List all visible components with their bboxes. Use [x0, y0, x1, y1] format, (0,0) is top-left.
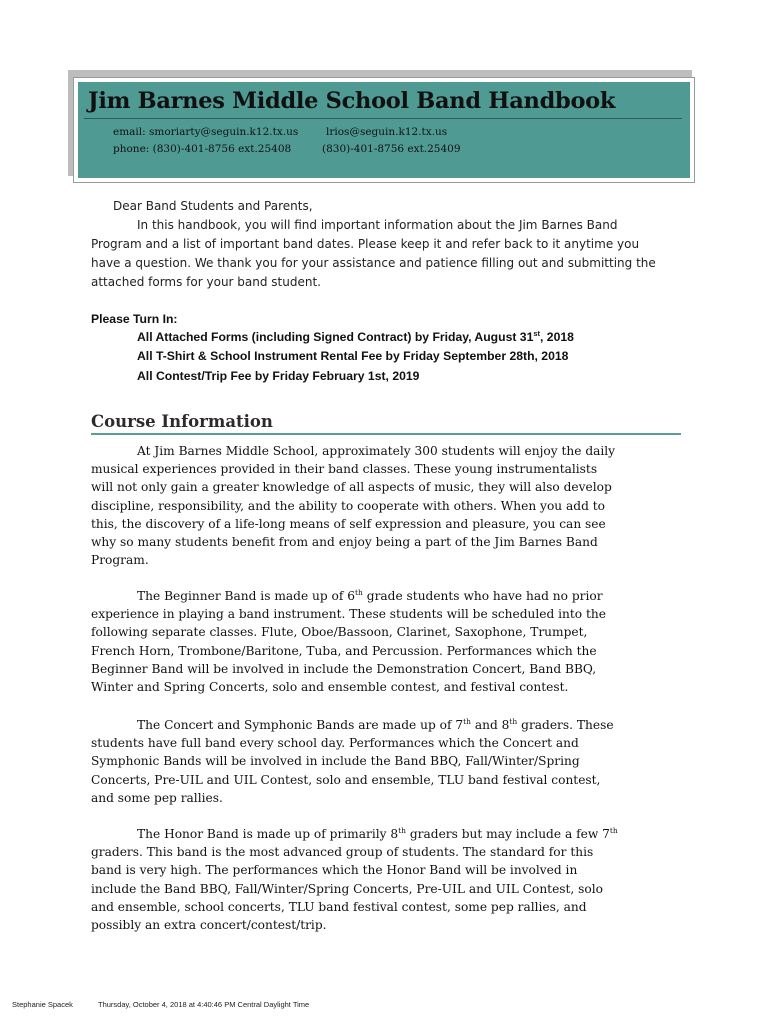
paragraph-text: The Concert and Symphonic Bands are made up of 7	[137, 718, 464, 732]
paragraph-line	[91, 716, 681, 734]
paragraph-line: why so many students benefit from and enjoy being a part of the Jim Barnes Band	[91, 535, 598, 550]
paragraph-line: Winter and Spring Concerts, solo and ensemble contest, and festival contest.	[91, 680, 569, 695]
paragraph-overview	[91, 442, 681, 569]
paragraph-line: this, the discovery of a life-long means of self expression and pleasure, you can see	[91, 516, 606, 531]
paragraph-line: graders. This band is the most advanced group of students. The standard for this	[91, 845, 594, 860]
paragraph-line	[91, 587, 681, 605]
paragraph-text: The Beginner Band is made up of 6	[137, 589, 356, 603]
paragraph-line: At Jim Barnes Middle School, approximately 300 students will enjoy the daily	[137, 444, 616, 458]
header-divider	[84, 118, 682, 119]
paragraph-line: experience in playing a band instrument. These students will be scheduled into the	[91, 607, 606, 622]
ordinal-suffix: th	[463, 716, 471, 726]
paragraph-line: musical experiences provided in their band classes. These young instrumentalists	[91, 462, 598, 477]
paragraph-line: include the Band BBQ, Fall/Winter/Spring Concerts, Pre-UIL and UIL Contest, solo	[91, 881, 604, 896]
contact-phone-2: (830)-401-8756 ext.25409	[322, 143, 461, 155]
ordinal-suffix: th	[355, 587, 363, 597]
turn-in-item: All Contest/Trip Fee by Friday February 1st, 2019	[137, 369, 420, 383]
letter-greeting: Dear Band Students and Parents,	[113, 199, 313, 213]
paragraph-beginner-band	[91, 587, 681, 696]
paragraph-line: following separate classes. Flute, Oboe/Bassoon, Clarinet, Saxophone, Trumpet,	[91, 625, 588, 640]
paragraph-text: and 8	[470, 718, 510, 732]
letter-line: In this handbook, you will find important information about the Jim Barnes Band	[137, 218, 618, 232]
paragraph-line: band is very high. The performances which the Honor Band will be involved in	[91, 863, 578, 878]
paragraph-line: and some pep rallies.	[91, 790, 223, 805]
paragraph-line: will not only gain a greater knowledge of all aspects of music, they will also develop	[91, 480, 612, 495]
paragraph-line: Beginner Band will be involved in include the Demonstration Concert, Band BBQ,	[91, 661, 597, 676]
turn-in-item-text: , 2018	[540, 330, 574, 344]
letter-line: attached forms for your band student.	[91, 275, 321, 289]
section-heading: Course Information	[91, 412, 273, 431]
paragraph-honor-band	[91, 825, 681, 934]
paragraph-text: graders but may include a few 7	[406, 827, 610, 841]
paragraph-line: students have full band every school day. Performances which the Concert and	[91, 736, 579, 751]
paragraph-line: and ensemble, school concerts, TLU band festival contest, some pep rallies, and	[91, 899, 587, 914]
turn-in-item: All T-Shirt & School Instrument Rental Fee by Friday September 28th, 2018	[137, 349, 569, 363]
turn-in-item-text: All Attached Forms (including Signed Contract) by Friday, August 31	[137, 330, 534, 344]
paragraph-text: The Honor Band is made up of primarily 8	[137, 827, 399, 841]
paragraph-line: Program.	[91, 553, 149, 568]
paragraph-text: grade students who have had no prior	[362, 589, 603, 603]
page-title: Jim Barnes Middle School Band Handbook	[88, 88, 616, 114]
ordinal-suffix: th	[509, 716, 518, 726]
footer-author: Stephanie Spacek	[12, 1000, 73, 1009]
turn-in-heading: Please Turn In:	[91, 312, 178, 326]
contact-email-1: email: smoriarty@seguin.k12.tx.us	[113, 126, 299, 138]
paragraph-line: Concerts, Pre-UIL and UIL Contest, solo and ensemble, TLU band festival contest,	[91, 772, 601, 787]
ordinal-suffix: th	[609, 825, 618, 835]
letter-line: Program and a list of important band dates. Please keep it and refer back to it anytime you	[91, 237, 640, 251]
footer-timestamp: Thursday, October 4, 2018 at 4:40:46 PM Central Daylight Time	[98, 1000, 310, 1009]
contact-phone-1: phone: (830)-401-8756 ext.25408	[113, 143, 292, 155]
ordinal-suffix: st	[533, 328, 541, 338]
paragraph-line: French Horn, Trombone/Baritone, Tuba, and Percussion. Performances which the	[91, 643, 597, 658]
turn-in-item	[137, 330, 574, 344]
paragraph-line	[91, 825, 681, 843]
paragraph-concert-symphonic	[91, 716, 681, 807]
paragraph-line: discipline, responsibility, and the ability to cooperate with others. When you add to	[91, 498, 605, 513]
letter-line: have a question. We thank you for your assistance and patience filling out and submitting the	[91, 256, 656, 270]
paragraph-line: possibly an extra concert/contest/trip.	[91, 918, 327, 933]
paragraph-line: Symphonic Bands will be involved in include the Band BBQ, Fall/Winter/Spring	[91, 754, 580, 769]
ordinal-suffix: th	[398, 825, 406, 835]
section-divider	[91, 433, 681, 435]
contact-email-2: lrios@seguin.k12.tx.us	[326, 126, 448, 138]
paragraph-text: graders. These	[517, 718, 614, 732]
